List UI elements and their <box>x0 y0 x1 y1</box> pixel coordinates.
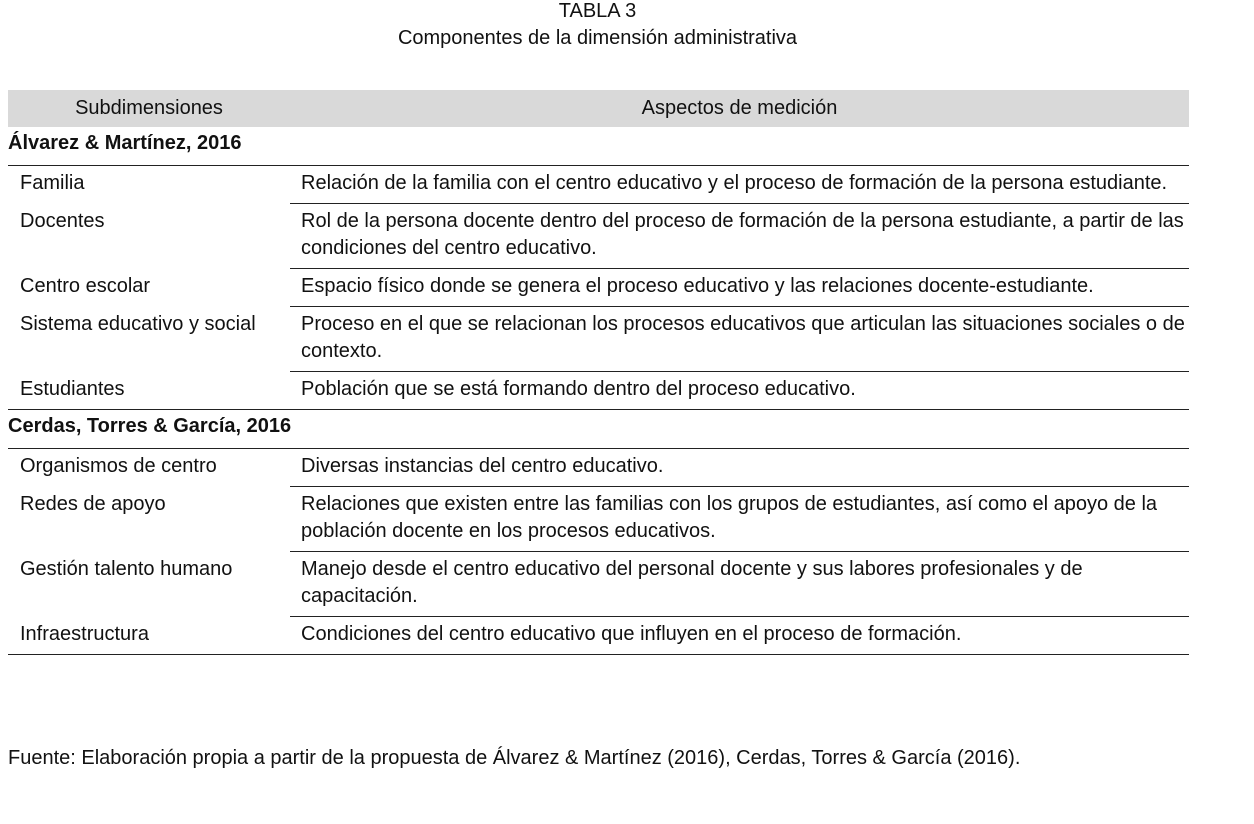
subdimension-cell: Familia <box>8 166 290 204</box>
subdimension-cell: Gestión talento humano <box>20 557 233 580</box>
subdimension-cell: Estudiantes <box>20 377 125 400</box>
subdimension-cell: Redes de apoyo <box>20 492 166 515</box>
aspect-cell: Espacio físico donde se genera el proceso educativo y las relaciones docente-estudiante. <box>290 269 1189 307</box>
group-row <box>8 410 1189 449</box>
subdimension-cell: Docentes <box>20 209 105 232</box>
group-title: Álvarez & Martínez, 2016 <box>8 132 242 154</box>
aspect-cell: Rol de la persona docente dentro del proceso de formación de la persona estudiante, a partir de las condiciones del centro educativo. <box>290 204 1189 269</box>
table-row <box>8 307 1189 372</box>
table-label: TABLA 3 <box>558 0 637 22</box>
aspect-cell: Manejo desde el centro educativo del personal docente y sus labores profesionales y de capacitación. <box>290 552 1189 617</box>
aspect-cell: Relación de la familia con el centro educativo y el proceso de formación de la persona estudiante. <box>290 166 1189 204</box>
header-aspects: Aspectos de medición <box>290 90 1189 127</box>
table-row <box>8 552 1189 617</box>
aspect-cell: Población que se está formando dentro del proceso educativo. <box>290 372 1189 410</box>
table-row <box>8 487 1189 552</box>
components-table <box>8 90 1189 655</box>
table-row <box>8 449 1189 487</box>
header-row <box>8 90 1189 127</box>
subdimension-cell: Sistema educativo y social <box>20 312 256 335</box>
table-row <box>8 372 1189 410</box>
source-note: Fuente: Elaboración propia a partir de la propuesta de Álvarez & Martínez (2016), Cerdas, Torres & García (2016). <box>8 747 1021 769</box>
group-row <box>8 127 1189 166</box>
header-subdimensions: Subdimensiones <box>8 90 290 127</box>
subdimension-cell: Infraestructura <box>8 617 290 655</box>
table-row <box>8 269 1189 307</box>
aspect-cell: Diversas instancias del centro educativo. <box>290 449 1189 487</box>
table-row <box>8 204 1189 269</box>
group-title: Cerdas, Torres & García, 2016 <box>8 410 1189 449</box>
aspect-cell: Condiciones del centro educativo que influyen en el proceso de formación. <box>290 617 1189 655</box>
subdimension-cell: Centro escolar <box>20 274 151 297</box>
table-title: Componentes de la dimensión administrativa <box>397 27 798 49</box>
aspect-cell: Proceso en el que se relacionan los procesos educativos que articulan las situaciones sociales o de contexto. <box>290 307 1189 372</box>
table-row <box>8 617 1189 655</box>
table-row <box>8 166 1189 204</box>
aspect-cell: Relaciones que existen entre las familias con los grupos de estudiantes, así como el apoyo de la población docente en los procesos educativos. <box>290 487 1189 552</box>
subdimension-cell: Organismos de centro <box>8 449 290 487</box>
